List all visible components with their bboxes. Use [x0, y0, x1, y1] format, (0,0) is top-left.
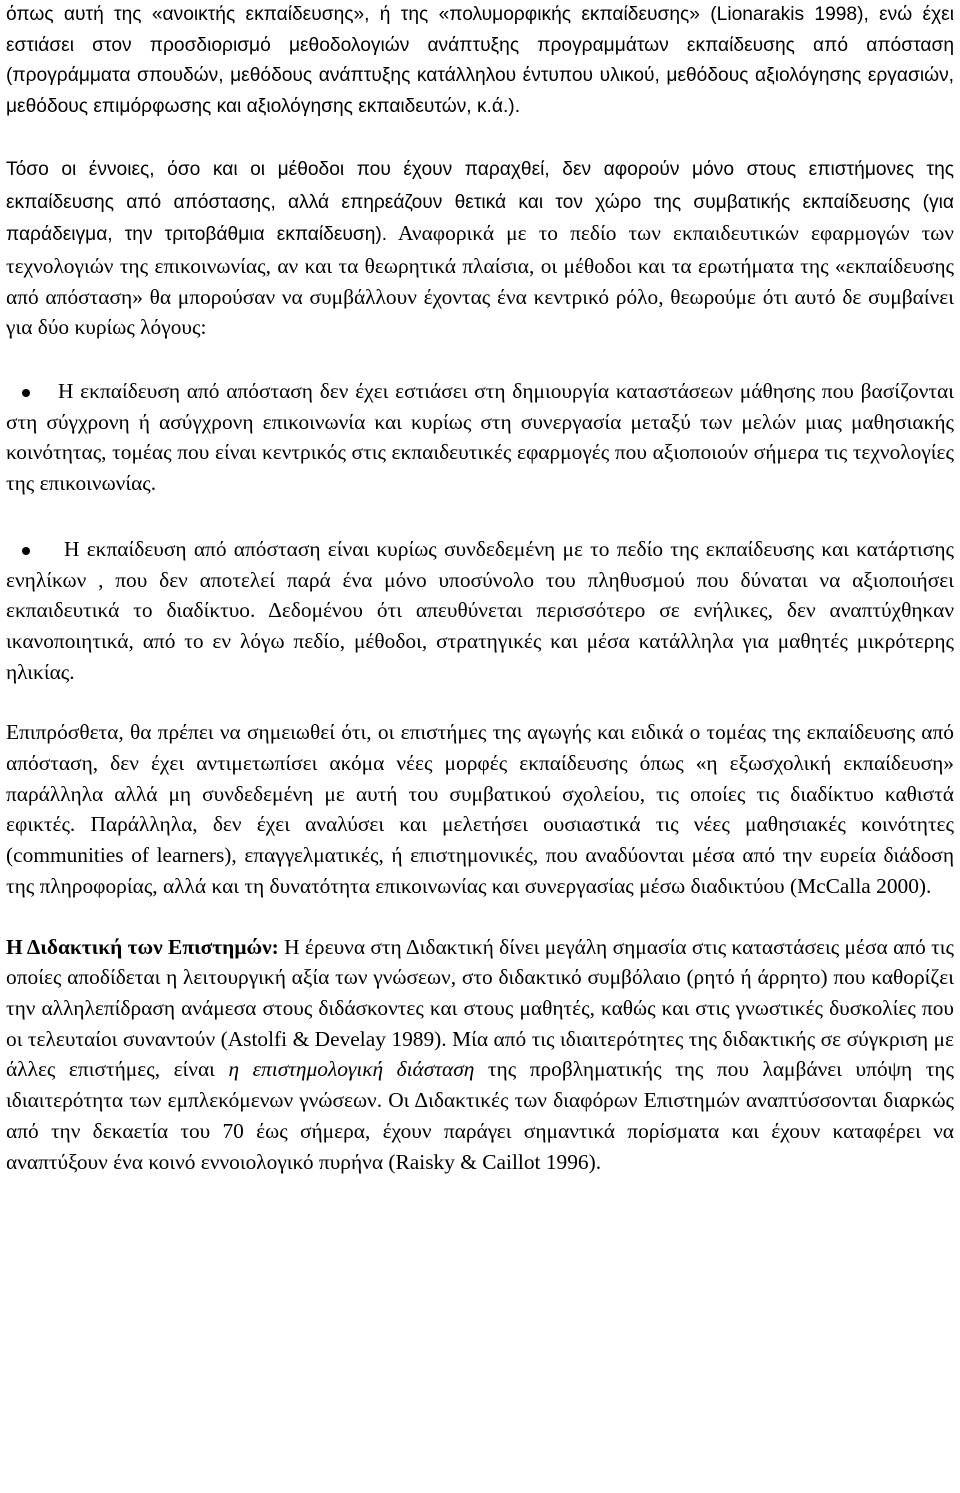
paragraph-additionally: Επιπρόσθετα, θα πρέπει να σημειωθεί ότι, οι επιστήμες της αγωγής και ειδικά ο τομέας της εκπαίδευσης από απόσταση, δεν έχει αντιμετωπίσει ακόμα νέες μορφές εκπαίδευσης όπως «η εξωσχολική εκπαίδευση» παράλληλα αλλά μη συνδεδεμένη με αυτή του συμβατικού σχολείου, τις οποίες τις διαδίκτυο καθιστά εφικτές. Παράλληλα, δεν έχει αναλύσει και μελετήσει ουσιαστικά τις νέες μαθησιακές κοινότητες (communities of learners), επαγγελματικές, ή επιστημονικές, που αναδύονται μέσα από την ευρεία διάδοση της πληροφορίας, αλλά και τη δυνατότητα επικοινωνίας και συνεργασίας μέσω διαδικτύου (McCalla 2000). [6, 720, 954, 898]
paragraph-didactics [6, 932, 954, 1178]
bullet-item-1 [6, 376, 954, 499]
paragraph-didactics-part-a: Η έρευνα στη Διδακτική δίνει μεγάλη σημασία στις καταστάσεις μέσα από τις οποίες αποδίδεται η λειτουργική αξία των γνώσεων, στο διδακτικό συμβόλαιο (ρητό ή άρρητο) που καθορίζει την αλληλεπίδραση ανάμεσα στους διδάσκοντες και στους μαθητές, καθώς και στις γνωστικές δυσκολίες που οι τελευταίοι συναντούν (Astolfi & Develay 1989). Μία από τις ιδιαιτερότητες της διδακτικής σε σύγκριση με άλλες επιστήμες, είναι [6, 934, 954, 1082]
spacer [6, 687, 954, 717]
spacer [6, 123, 954, 153]
bullet-item-2 [6, 534, 954, 688]
spacer [6, 499, 954, 534]
paragraph-didactics-part-b: της προβληματικής της που λαμβάνει υπόψη της ιδιαιτερότητα των εμπλεκόμενων γνώσεων. Οι Διδακτικές των διαφόρων Επιστημών αναπτύσσονται διαρκώς από την δεκαετία του 70 έως σήμερα, έχουν παράγει σημαντικά πορίσματα και έχουν καταφέρει να αναπτύξουν ένα κοινό εννοιολογικό πυρήνα (Raisky & Caillot 1996). [6, 1057, 954, 1174]
document-page [6, 0, 954, 1177]
paragraph-concepts [6, 153, 954, 343]
bullet-item-text: Η εκπαίδευση από απόσταση δεν έχει εστιάσει στη δημιουργία καταστάσεων μάθησης που βασίζονται στη σύγχρονη ή ασύγχρονη επικοινωνία και κυρίως στη συνεργασία μεταξύ των μελών μιας μαθησιακής κοινότητας, τομέας που είναι κεντρικός στις εκπαιδευτικές εφαρμογές που αξιοποιούν σήμερα τις τεχνολογίες της επικοινωνίας. [6, 379, 954, 496]
spacer [6, 902, 954, 932]
section-heading: Η Διδακτική των Επιστημών: [6, 934, 279, 959]
paragraph-concepts-sans-part: Τόσο οι έννοιες, όσο και οι μέθοδοι που έχουν παραχθεί, δεν αφορούν μόνο στους επιστήμονες της εκπαίδευσης από απόστασης, αλλά επηρεάζουν θετικά και τον χώρο της συμβατικής εκπαίδευσης (για παράδειγμα, την τριτοβάθμια εκπαίδευση). [6, 158, 954, 246]
spacer [6, 343, 954, 376]
bullet-icon [22, 389, 30, 397]
paragraph-concepts-serif-part: Αναφορικά με το πεδίο των εκπαιδευτικών εφαρμογών των τεχνολογιών της επικοινωνίας, αν και τα θεωρητικά πλαίσια, οι μέθοδοι και τα ερωτήματα της «εκπαίδευσης από απόσταση» θα μπορούσαν να συμβάλλουν έχοντας ένα κεντρικό ρόλο, θεωρούμε ότι αυτό δε συμβαίνει για δύο κυρίως λόγους: [6, 221, 954, 340]
bullet-item-text: Η εκπαίδευση από απόσταση είναι κυρίως συνδεδεμένη με το πεδίο της εκπαίδευσης και κατάρτισης ενηλίκων , που δεν αποτελεί παρά ένα μόνο υποσύνολο του πληθυσμού που δύναται να αξιοποιήσει εκπαιδευτικά το διαδίκτυο. Δεδομένου ότι απευθύνεται περισσότερο σε ενήλικες, δεν αναπτύχθηκαν ικανοποιητικά, από το εν λόγω πεδίο, μέθοδοι, στρατηγικές και μέσα κατάλληλα για μαθητές μικρότερης ηλικίας. [6, 536, 954, 684]
paragraph-didactics-italic: η επιστημολογική διάσταση [228, 1057, 475, 1082]
paragraph-intro: όπως αυτή της «ανοικτής εκπαίδευσης», ή της «πολυμορφικής εκπαίδευσης» (Lionarakis 1998), ενώ έχει εστιάσει στον προσδιορισμό μεθοδολογιών ανάπτυξης προγραμμάτων εκπαίδευσης από απόσταση (προγράμματα σπουδών, μεθόδους ανάπτυξης κατάλληλου έντυπου υλικού, μεθόδους αξιολόγησης εργασιών, μεθόδους επιμόρφωσης και αξιολόγησης εκπαιδευτών, κ.ά.). [6, 4, 954, 118]
bullet-icon [22, 547, 30, 555]
